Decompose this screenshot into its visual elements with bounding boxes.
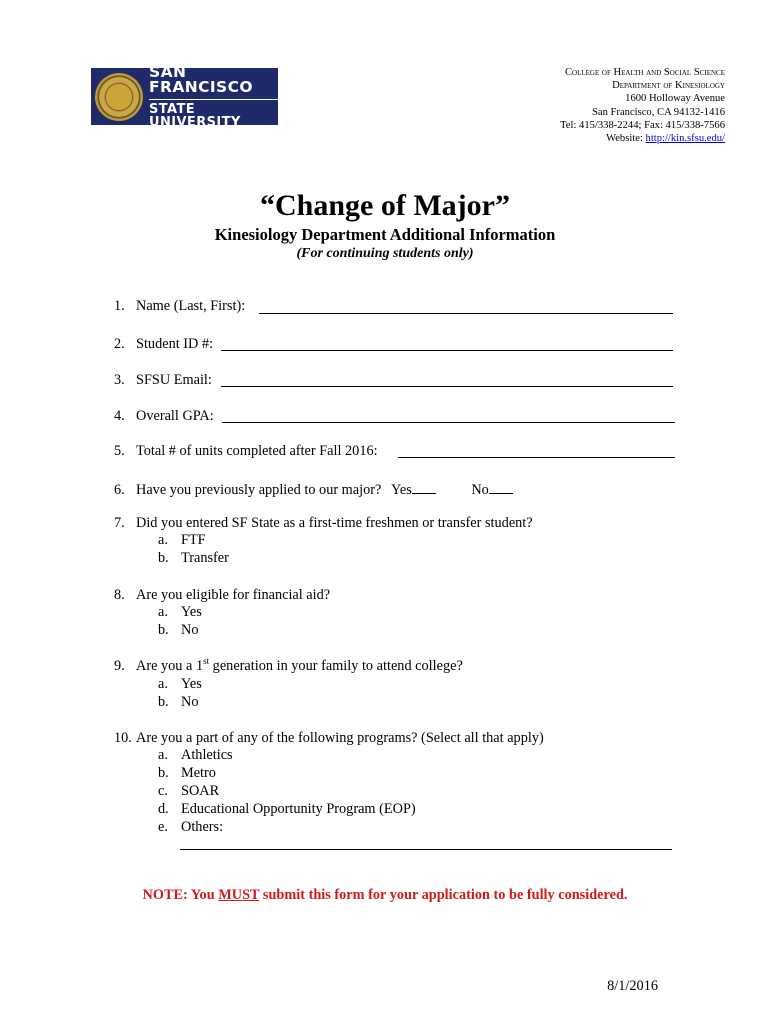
website-label: Website: — [606, 133, 643, 145]
form-date: 8/1/2016 — [607, 978, 658, 994]
question-7-options — [158, 531, 229, 567]
question-number: 5. — [114, 443, 125, 459]
question-number: 10. — [114, 730, 132, 746]
question-9 — [114, 658, 463, 675]
city-address: San Francisco, CA 94132-1416 — [591, 106, 725, 118]
question-number: 8. — [114, 587, 125, 603]
question-number: 4. — [114, 408, 125, 424]
question-4 — [114, 408, 214, 425]
street-address: 1600 Holloway Avenue — [625, 93, 725, 105]
question-number: 2. — [114, 336, 125, 352]
question-text: Student ID #: — [136, 336, 214, 352]
gpa-field[interactable] — [222, 422, 675, 423]
question-number: 7. — [114, 515, 125, 531]
option-item[interactable]: a. FTF — [158, 532, 206, 548]
question-text-post: generation in your family to attend college? — [209, 658, 463, 674]
question-10-options — [158, 746, 416, 836]
question-number: 3. — [114, 372, 125, 388]
ordinal-suffix: st — [203, 656, 210, 667]
website-row — [560, 132, 725, 145]
student-id-field[interactable] — [221, 350, 673, 351]
question-text: Have you previously applied to our major? — [136, 482, 382, 498]
option-item[interactable]: b. Metro — [158, 765, 216, 781]
option-item[interactable]: d. Educational Opportunity Program (EOP) — [158, 801, 416, 817]
question-8 — [114, 587, 330, 604]
question-7 — [114, 515, 533, 532]
yes-label: Yes — [390, 482, 412, 498]
question-number: 1. — [114, 298, 125, 314]
logo-line-2: STATE UNIVERSITY — [149, 101, 241, 130]
question-text: Are you eligible for financial aid? — [136, 587, 331, 603]
logo-line-1: SAN FRANCISCO — [149, 65, 278, 100]
option-item[interactable]: b. No — [158, 622, 199, 638]
option-item[interactable]: c. SOAR — [158, 783, 220, 799]
department-name: Department of Kinesiology — [612, 80, 725, 92]
question-number: 9. — [114, 658, 125, 674]
question-3 — [114, 372, 212, 389]
question-text-pre: Are you a 1 — [136, 658, 204, 674]
question-number: 6. — [114, 482, 125, 498]
option-item[interactable]: a. Yes — [158, 676, 202, 692]
university-logo — [91, 62, 278, 130]
question-text: Did you entered SF State as a first-time freshmen or transfer student? — [136, 515, 533, 531]
option-item[interactable]: a. Yes — [158, 604, 202, 620]
question-8-options — [158, 603, 202, 639]
form-title: “Change of Major” — [260, 189, 510, 222]
units-completed-field[interactable] — [398, 457, 675, 458]
option-item[interactable]: b. No — [158, 694, 199, 710]
question-text: SFSU Email: — [136, 372, 212, 388]
no-blank-field[interactable] — [489, 480, 513, 494]
phone-fax: Tel: 415/338-2244; Fax: 415/338-7566 — [560, 119, 725, 131]
question-9-options — [158, 675, 202, 711]
question-text: Are you a part of any of the following programs? (Select all that apply) — [136, 730, 544, 746]
college-name: College of Health and Social Science — [564, 67, 725, 78]
must-emphasis: MUST — [218, 887, 260, 903]
option-item[interactable]: b. Transfer — [158, 550, 229, 566]
question-6 — [114, 480, 513, 499]
question-text: Total # of units completed after Fall 2016: — [136, 443, 378, 459]
name-field[interactable] — [259, 313, 673, 314]
option-item[interactable]: e. Others: — [158, 819, 224, 835]
logo-wordmark — [149, 62, 278, 130]
yes-blank-field[interactable] — [412, 480, 436, 494]
others-field[interactable] — [180, 849, 672, 850]
question-10 — [114, 730, 544, 747]
submission-note: NOTE: You MUST submit this form for your application to be fully considered. — [142, 887, 628, 903]
department-address — [560, 66, 725, 145]
website-link[interactable]: http://kin.sfsu.edu/ — [645, 133, 725, 145]
form-subtitle: Kinesiology Department Additional Information — [214, 225, 556, 244]
question-text: Name (Last, First): — [136, 298, 246, 314]
no-label: No — [471, 482, 489, 498]
question-1 — [114, 298, 245, 315]
university-seal-icon — [95, 73, 143, 121]
question-2 — [114, 336, 213, 353]
form-subnote: (For continuing students only) — [296, 246, 474, 261]
question-5 — [114, 443, 378, 460]
question-text: Overall GPA: — [136, 408, 214, 424]
sfsu-email-field[interactable] — [221, 386, 673, 387]
option-item[interactable]: a. Athletics — [158, 747, 233, 763]
